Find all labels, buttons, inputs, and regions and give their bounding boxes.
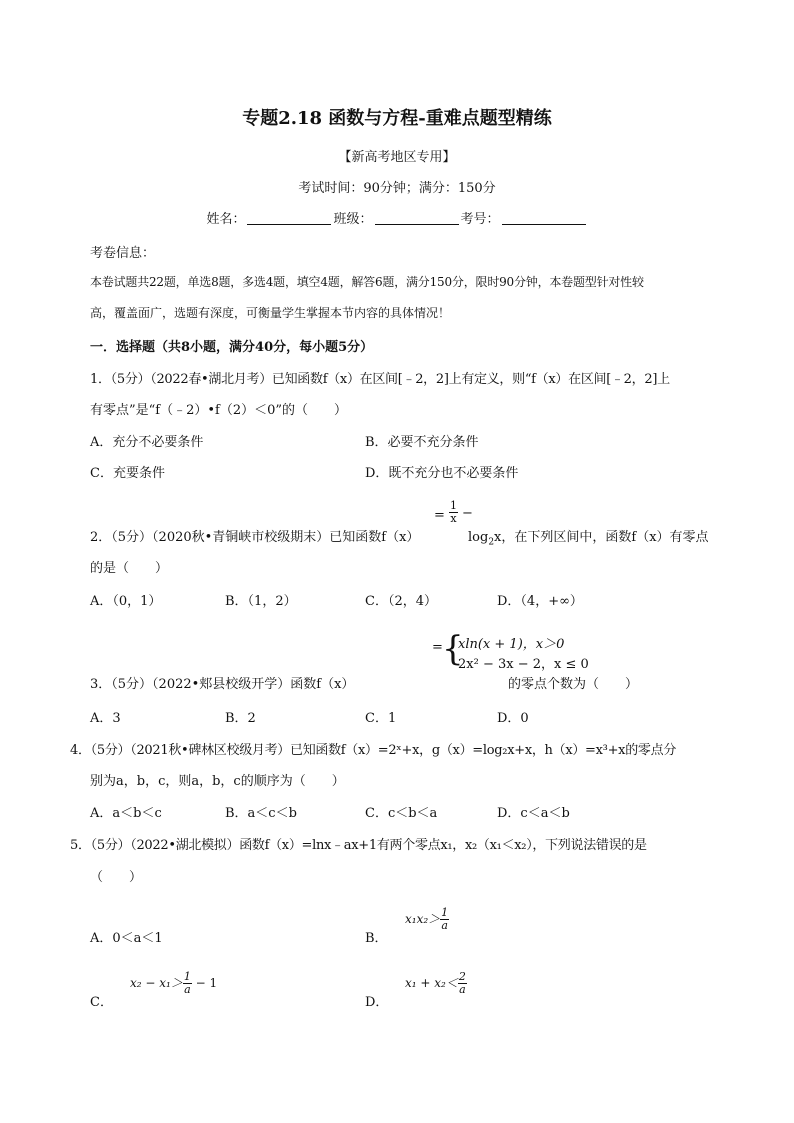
q1-option-a[interactable]: A．充分不必要条件 <box>90 435 204 450</box>
q1-option-c[interactable]: C．充要条件 <box>90 466 165 481</box>
q4-line-2: 别为a，b，c，则a，b，c的顺序为（ ） <box>90 774 345 789</box>
q5-option-c-label[interactable]: C． <box>90 995 113 1010</box>
q3-case-2: 2x² − 3x − 2，x ≤ 0 <box>458 657 589 672</box>
q5-line-2: （ ） <box>90 870 143 885</box>
q5-d-frac-num: 2 <box>458 970 466 983</box>
region-label: 【新高考地区专用】 <box>338 150 456 165</box>
number-blank[interactable] <box>502 210 586 225</box>
student-info-row <box>0 208 794 227</box>
q2-prefix: 2．（5分）（2020秋•青铜峡市校级期末）已知函数f（x） <box>90 530 420 545</box>
q5-option-d-text: x₁ + x₂＜ <box>405 976 458 990</box>
q5-option-c-tail: − 1 <box>191 976 218 990</box>
class-blank[interactable] <box>375 210 459 225</box>
q5-b-frac-num: 1 <box>441 906 449 919</box>
info-heading: 考卷信息： <box>90 246 156 261</box>
q5-d-frac-den: a <box>459 983 466 996</box>
page-title: 专题2.18 函数与方程-重难点题型精练 <box>242 108 552 129</box>
q5-option-b-expr <box>405 907 449 932</box>
q2-log-expr <box>468 526 709 548</box>
q1-line-1: 1．（5分）（2022春•湖北月考）已知函数f（x）在区间[﹣2，2]上有定义，则“f（x）在区间[﹣2，2]上 <box>90 372 670 387</box>
q2-suffix: x，在下列区间中，函数f（x）有零点 <box>494 530 709 545</box>
q3-suffix: 的零点个数为（ ） <box>508 677 639 692</box>
q5-option-d-expr <box>405 971 467 996</box>
q4-option-c[interactable]: C．c＜b＜a <box>365 806 438 821</box>
q2-log: log <box>468 530 489 545</box>
q4-option-d[interactable]: D．c＜a＜b <box>497 806 570 821</box>
q2-minus: − <box>462 506 473 521</box>
q2-eq: = <box>434 508 445 523</box>
info-line-1: 本卷试题共22题，单选8题，多选4题，填空4题，解答6题，满分150分，限时90分钟，本卷题型针对性较 <box>90 275 644 289</box>
q4-line-1: 4．（5分）（2021秋•碑林区校级月考）已知函数f（x）=2ˣ+x，g（x）=log₂x+x，h（x）=x³+x的零点分 <box>70 743 677 758</box>
q5-option-b-text: x₁x₂＞ <box>405 912 441 926</box>
q4-option-b[interactable]: B．a＜c＜b <box>225 806 297 821</box>
q3-brace: { <box>442 629 464 669</box>
class-label: 班级： <box>333 212 373 227</box>
q5-line-1: 5．（5分）（2022•湖北模拟）函数f（x）=lnx﹣ax+1有两个零点x₁，x₂（x₁＜x₂），下列说法错误的是 <box>70 838 647 853</box>
q4-option-a[interactable]: A．a＜b＜c <box>90 806 162 821</box>
q3-case-1: xln(x + 1)，x＞0 <box>458 637 565 652</box>
q3-option-d[interactable]: D．0 <box>497 711 529 726</box>
q2-option-b[interactable]: B．（1，2） <box>225 594 297 609</box>
q3-option-c[interactable]: C．1 <box>365 711 397 726</box>
q2-option-d[interactable]: D．（4，+∞） <box>497 594 583 609</box>
name-label: 姓名： <box>206 212 246 227</box>
q5-option-d-label[interactable]: D． <box>365 995 389 1010</box>
q3-option-a[interactable]: A．3 <box>90 711 121 726</box>
q2-log-base: 2 <box>488 537 495 548</box>
q2-frac-num: 1 <box>450 499 457 512</box>
q5-c-frac-den: a <box>184 983 191 996</box>
q5-b-frac-den: a <box>441 919 448 932</box>
q3-eq: = <box>432 640 443 655</box>
info-line-2: 高，覆盖面广，选题有深度，可衡量学生掌握本节内容的具体情况！ <box>90 306 451 320</box>
q5-c-frac-num: 1 <box>183 970 191 983</box>
q2-fraction <box>449 500 458 525</box>
number-label: 考号： <box>460 212 500 227</box>
q5-option-c-expr <box>130 971 217 996</box>
q3-option-b[interactable]: B．2 <box>225 711 256 726</box>
q3-prefix: 3．（5分）（2022•郏县校级开学）函数f（x） <box>90 677 355 692</box>
q1-option-b[interactable]: B．必要不充分条件 <box>365 435 479 450</box>
q5-option-a[interactable]: A．0＜a＜1 <box>90 931 163 946</box>
q5-option-c-text: x₂ − x₁＞ <box>130 976 183 990</box>
q2-frac-den: x <box>450 512 457 525</box>
exam-time: 考试时间：90分钟；满分：150分 <box>298 181 496 196</box>
q5-option-b-label[interactable]: B． <box>365 931 388 946</box>
q2-option-a[interactable]: A．（0，1） <box>90 594 162 609</box>
q2-option-c[interactable]: C．（2，4） <box>365 594 437 609</box>
section-heading: 一．选择题（共8小题，满分40分，每小题5分） <box>90 340 374 355</box>
q1-line-2: 有零点”是“f（﹣2）•f（2）＜0”的（ ） <box>90 403 348 418</box>
q1-option-d[interactable]: D．既不充分也不必要条件 <box>365 466 519 481</box>
name-blank[interactable] <box>247 210 331 225</box>
q2-line-2: 的是（ ） <box>90 561 169 576</box>
